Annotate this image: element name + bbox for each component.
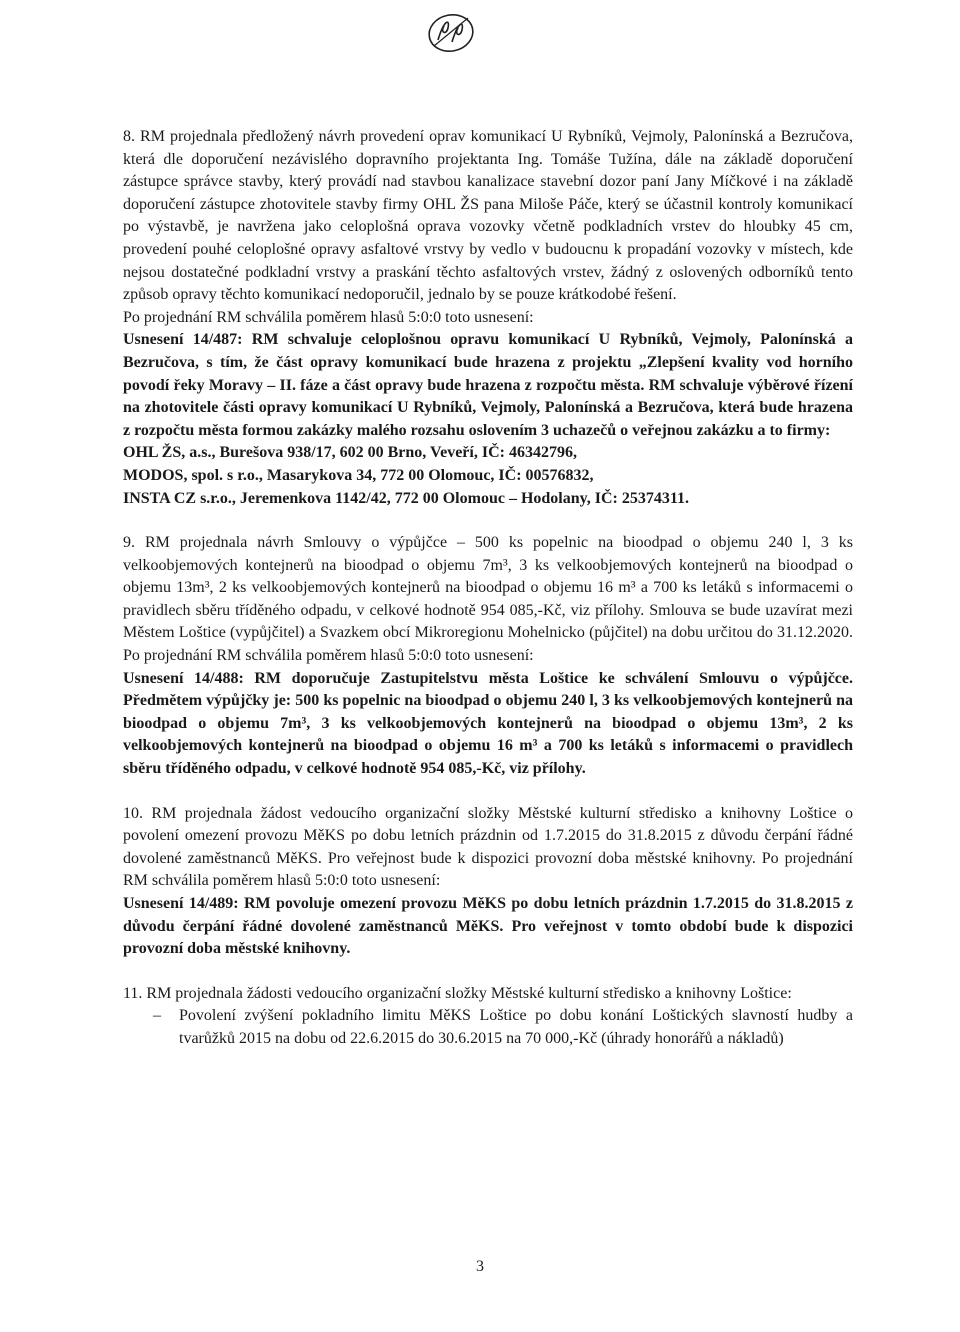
item-11-intro: 11. RM projednala žádosti vedoucího organizační složky Městské kulturní středisko a knihovny Loštice:	[123, 984, 792, 1002]
item-11	[123, 983, 853, 1051]
item-10-intro: 10. RM projednala žádost vedoucího organizační složky Městské kulturní středisko a knihovny Loštice o povolení omezení provozu MěKS po dobu letních prázdnin od 1.7.2015 do 31.8.2015 z důvodu čerpání řádné dovolené zaměstnanců MěKS. Pro veřejnost bude k dispozici provozní doba městské knihovny. Po projednání RM schválila poměrem hlasů 5:0:0 toto usnesení:	[123, 804, 853, 890]
item-10-resolution: Usnesení 14/489: RM povoluje omezení provozu MěKS po dobu letních prázdnin 1.7.2015 do 31.8.2015 z důvodu čerpání řádné dovolené zaměstnanců MěKS. Pro veřejnost v tomto období bude k dispozici provozní doba městské knihovny.	[123, 895, 853, 958]
item-8-vote: Po projednání RM schválila poměrem hlasů 5:0:0 toto usnesení:	[123, 308, 534, 326]
item-9	[123, 532, 853, 781]
item-8-intro: 8. RM projednala předložený návrh provedení oprav komunikací U Rybníků, Vejmoly, Palonínská a Bezručova, která dle doporučení nezávislého dopravního projektanta Ing. Tomáše Tužína, dále na základě doporučení zástupce správce stavby, který provádí nad stavbou kanalizace stavební dozor paní Jany Míčkové i na základě doporučení zástupce zhotovitele stavby firmy OHL ŽS pana Miloše Páče, který se účastnil kontroly komunikací po výstavbě, je navržena jako celoplošná oprava vozovky včetně podkladních vrstev do hloubky 45 cm, provedení pouhé celoplošné opravy asfaltové vrstvy by vedlo v budoucnu k propadání vozovky v místech, kde nejsou dostatečné podkladní vrstvy a praskání těchto asfaltových vrstev, žádný z oslovených odborníků tento způsob opravy těchto komunikací nedoporučil, jednalo by se pouze krátkodobé řešení.	[123, 128, 853, 304]
firm-line: OHL ŽS, a.s., Burešova 938/17, 602 00 Brno, Veveří, IČ: 46342796,	[123, 444, 577, 462]
item-8-resolution: Usnesení 14/487: RM schvaluje celoplošnou opravu komunikací U Rybníků, Vejmoly, Palonínská a Bezručova, s tím, že část opravy komunikací bude hrazena z projektu „Zlepšení kvality vod horního povodí řeky Moravy – II. fáze a část opravy bude hrazena z rozpočtu města. RM schvaluje výběrové řízení na zhotovitele části opravy komunikací U Rybníků, Vejmoly, Palonínská a Bezručova, která bude hrazena z rozpočtu města formou zakázky malého rozsahu oslovením 3 uchazečů o veřejnou zakázku a to firmy:	[123, 331, 853, 439]
bullet-item	[123, 1005, 853, 1050]
circled-number-stamp-icon	[424, 10, 478, 56]
bullet-dash: –	[153, 1007, 161, 1025]
firm-line: MODOS, spol. s r.o., Masarykova 34, 772 00 Olomouc, IČ: 00576832,	[123, 466, 594, 484]
item-9-intro: 9. RM projednala návrh Smlouvy o výpůjčce – 500 ks popelnic na bioodpad o objemu 240 l, 3 ks velkoobjemových kontejnerů na bioodpad o objemu 7m³, 3 ks velkoobjemových kontejnerů na bioodpad o objemu 13m³, 2 ks velkoobjemových kontejnerů na bioodpad o objemu 16 m³ a 700 ks letáků s informacemi o pravidlech sběru tříděného odpadu, v celkové hodnotě 954 085,-Kč, viz přílohy. Smlouva se bude uzavírat mezi Městem Loštice (vypůjčitel) a Svazkem obcí Mikroregionu Mohelnicko (půjčitel) na dobu určitou do 31.12.2020. Po projednání RM schválila poměrem hlasů 5:0:0 toto usnesení:	[123, 534, 853, 665]
handwritten-page-stamp	[424, 10, 478, 56]
bullet-text: Povolení zvýšení pokladního limitu MěKS Loštice po dobu konání Loštických slavností hudby a tvarůžků 2015 na dobu od 22.6.2015 do 30.6.2015 na 70 000,-Kč (úhrady honorářů a nákladů)	[179, 1007, 853, 1047]
page-number: 3	[476, 1258, 484, 1275]
firm-line: INSTA CZ s.r.o., Jeremenkova 1142/42, 772 00 Olomouc – Hodolany, IČ: 25374311.	[123, 489, 689, 507]
document-body	[123, 126, 853, 1051]
item-10	[123, 803, 853, 961]
item-9-resolution: Usnesení 14/488: RM doporučuje Zastupitelstvu města Loštice ke schválení Smlouvu o výpůjčce. Předmětem výpůjčky je: 500 ks popelnic na bioodpad o objemu 240 l, 3 ks velkoobjemových kontejnerů na bioodpad o objemu 7m³, 3 ks velkoobjemových kontejnerů na bioodpad o objemu 13m³, 2 ks velkoobjemových kontejnerů na bioodpad o objemu 16 m³ a 700 ks letáků s informacemi o pravidlech sběru tříděného odpadu, v celkové hodnotě 954 085,-Kč, viz přílohy.	[123, 669, 853, 778]
item-8	[123, 126, 853, 510]
